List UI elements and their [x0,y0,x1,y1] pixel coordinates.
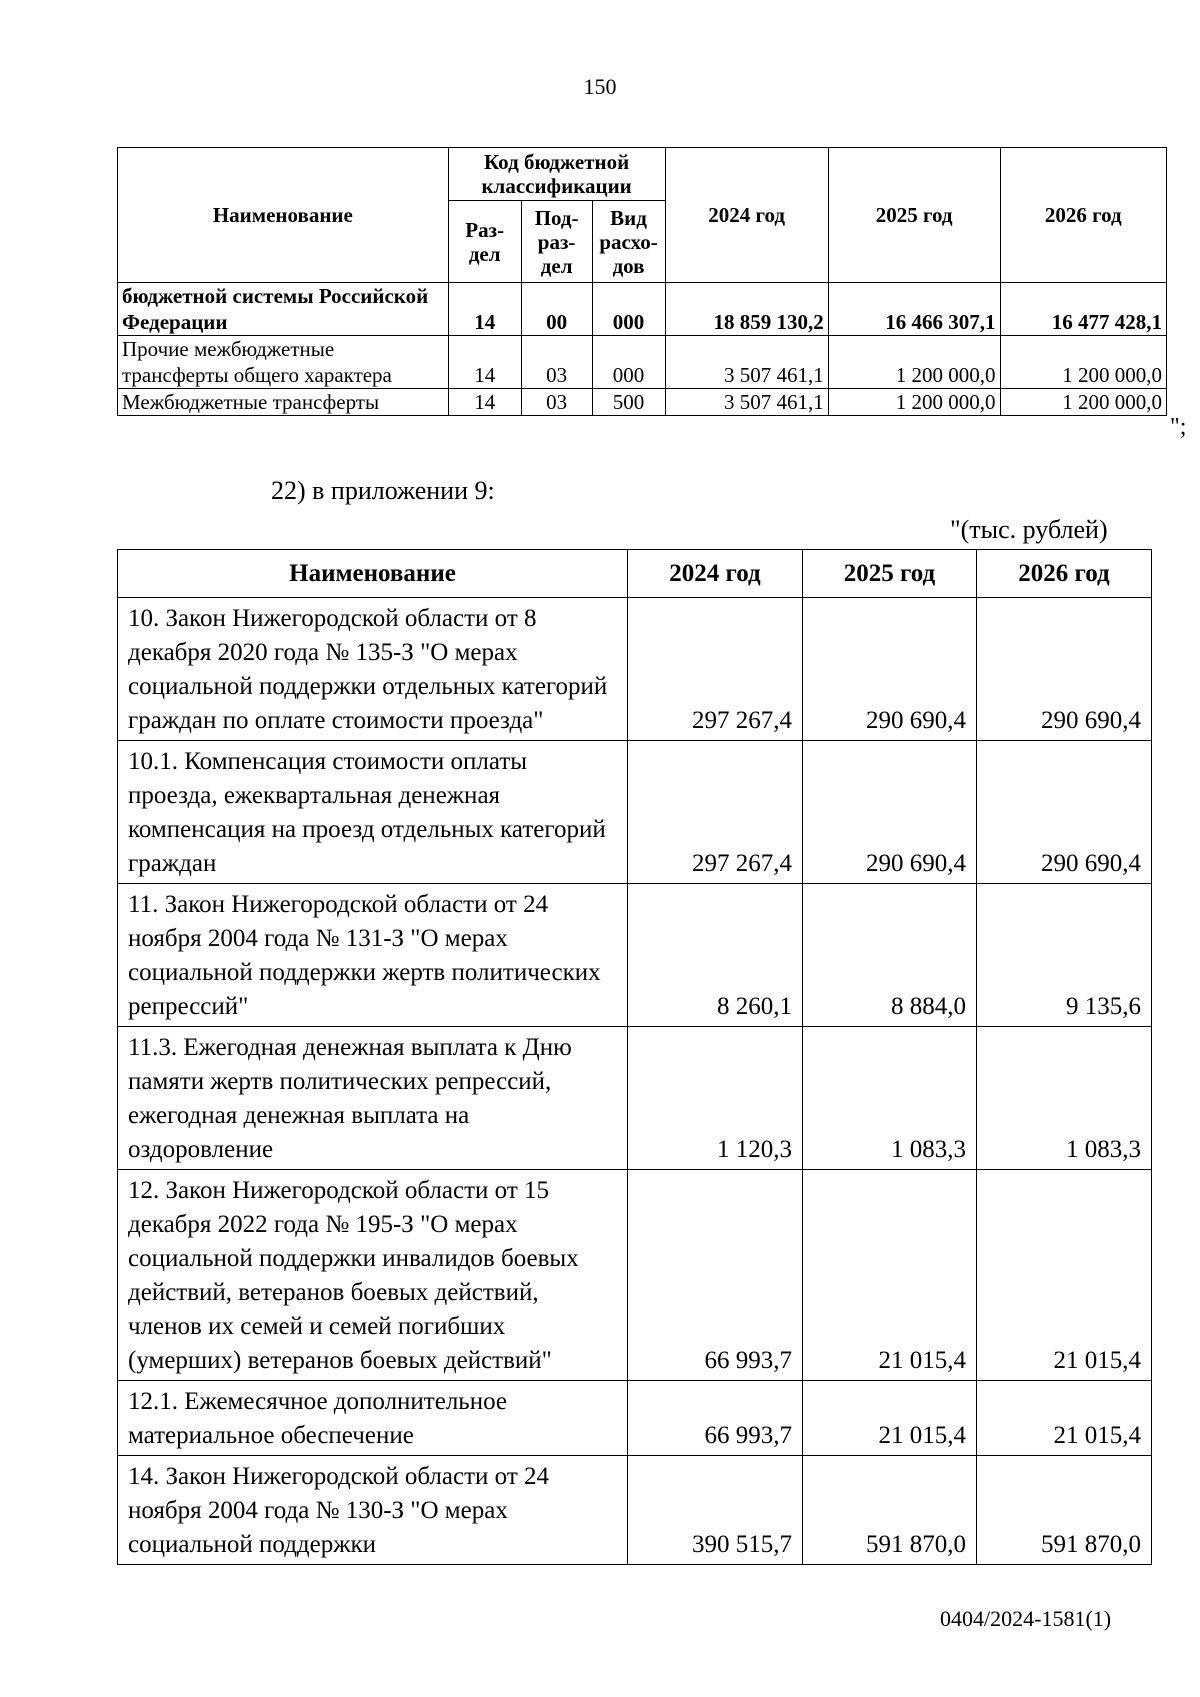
row-value-2024: 66 993,7 [628,1170,803,1381]
row-name: 10.1. Компенсация стоимости оплаты проезда, ежеквартальная денежная компенсация на проезд отдельных категорий граждан [118,741,628,884]
row-name: 14. Закон Нижегородской области от 24 ноября 2004 года № 130-З "О мерах социальной поддержки [118,1456,628,1565]
table-row [118,283,1167,336]
row-value-2025: 1 200 000,0 [828,336,1000,389]
row-subsection: 03 [521,336,592,389]
t1-header-2025: 2025 год [828,148,1000,283]
budget-classification-table [117,147,1167,416]
row-value-2024: 1 120,3 [628,1027,803,1170]
row-expense-type: 000 [592,283,665,336]
row-value-2024: 66 993,7 [628,1381,803,1456]
row-value-2026: 1 083,3 [977,1027,1152,1170]
row-value-2025: 591 870,0 [803,1456,977,1565]
row-value-2025: 290 690,4 [803,598,977,741]
row-value-2025: 1 200 000,0 [828,389,1000,416]
row-value-2024: 297 267,4 [628,741,803,884]
row-value-2025: 16 466 307,1 [828,283,1000,336]
row-name: 10. Закон Нижегородской области от 8 декабря 2020 года № 135-З "О мерах социальной поддержки отдельных категорий граждан по оплате стоимости проезда" [118,598,628,741]
row-value-2026: 290 690,4 [977,598,1152,741]
row-value-2024: 8 260,1 [628,884,803,1027]
row-value-2024: 390 515,7 [628,1456,803,1565]
row-name: 11.3. Ежегодная денежная выплата к Дню памяти жертв политических репрессий, ежегодная денежная выплата на оздоровление [118,1027,628,1170]
t1-header-name: Наименование [118,148,449,283]
row-value-2026: 21 015,4 [977,1381,1152,1456]
row-subsection: 03 [521,389,592,416]
table-row [118,1456,1152,1565]
row-value-2024: 3 507 461,1 [665,336,828,389]
row-subsection: 00 [521,283,592,336]
row-section: 14 [448,389,521,416]
row-value-2026: 16 477 428,1 [1000,283,1166,336]
row-section: 14 [448,336,521,389]
row-value-2025: 8 884,0 [803,884,977,1027]
row-value-2025: 21 015,4 [803,1170,977,1381]
t2-header-2024: 2024 год [628,550,803,598]
row-name: Межбюджетные трансферты [118,389,449,416]
t2-header-2026: 2026 год [977,550,1152,598]
units-label: "(тыс. рублей) [950,515,1108,544]
t1-header-expense-type: Вид расхо-дов [592,201,665,283]
document-code: 0404/2024-1581(1) [940,1606,1112,1631]
table-row [118,741,1152,884]
row-value-2026: 9 135,6 [977,884,1152,1027]
row-expense-type: 000 [592,336,665,389]
closing-quote-mark: "; [1170,414,1187,440]
row-value-2026: 1 200 000,0 [1000,336,1166,389]
table-row [118,1027,1152,1170]
appendix-9-table [117,549,1152,1565]
t2-header-2025: 2025 год [803,550,977,598]
table-row [118,1381,1152,1456]
t2-header-name: Наименование [118,550,628,598]
row-value-2026: 1 200 000,0 [1000,389,1166,416]
t1-header-section: Раз-дел [448,201,521,283]
row-section: 14 [448,283,521,336]
row-value-2026: 591 870,0 [977,1456,1152,1565]
row-value-2025: 290 690,4 [803,741,977,884]
t1-header-2026: 2026 год [1000,148,1166,283]
table-row [118,1170,1152,1381]
table-row [118,884,1152,1027]
section-intro: 22) в приложении 9: [271,476,495,505]
table-row [118,389,1167,416]
table-row [118,598,1152,741]
row-value-2025: 21 015,4 [803,1381,977,1456]
row-value-2025: 1 083,3 [803,1027,977,1170]
row-expense-type: 500 [592,389,665,416]
row-name: бюджетной системы Российской Федерации [118,283,449,336]
row-name: 11. Закон Нижегородской области от 24 ноября 2004 года № 131-З "О мерах социальной поддержки жертв политических репрессий" [118,884,628,1027]
row-value-2024: 3 507 461,1 [665,389,828,416]
row-value-2026: 21 015,4 [977,1170,1152,1381]
row-name: Прочие межбюджетные трансферты общего характера [118,336,449,389]
t1-header-2024: 2024 год [665,148,828,283]
row-name: 12. Закон Нижегородской области от 15 декабря 2022 года № 195-З "О мерах социальной поддержки инвалидов боевых действий, ветеранов боевых действий, членов их семей и семей погибших (умерших) ветеранов боевых действий" [118,1170,628,1381]
row-value-2024: 18 859 130,2 [665,283,828,336]
page-number: 150 [583,74,617,99]
t1-header-code-group: Код бюджетной классификации [448,148,665,201]
t1-header-subsection: Под-раз-дел [521,201,592,283]
row-value-2026: 290 690,4 [977,741,1152,884]
row-value-2024: 297 267,4 [628,598,803,741]
row-name: 12.1. Ежемесячное дополнительное материальное обеспечение [118,1381,628,1456]
table-row [118,336,1167,389]
